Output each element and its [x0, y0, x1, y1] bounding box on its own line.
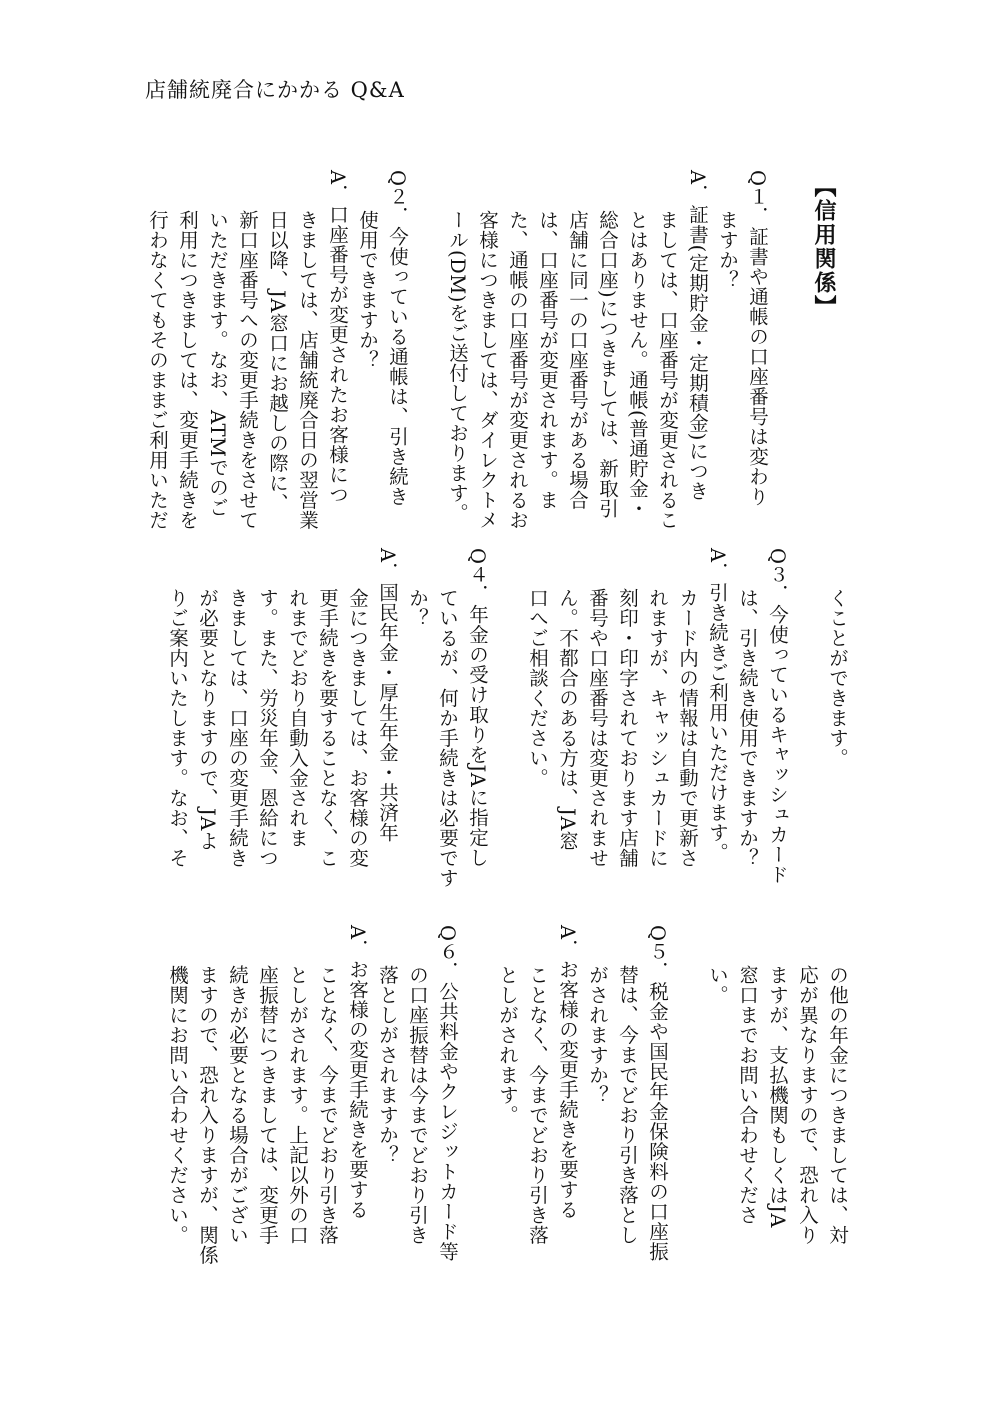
text-line: Q６．公共料金やクレジットカード等	[436, 925, 459, 1262]
page-title: 店舗統廃合にかかる Q&A	[145, 78, 405, 102]
upper-text-block	[142, 170, 772, 530]
text-line: の他の年金につきましては、対	[826, 925, 849, 1245]
text-line	[412, 170, 442, 530]
text-line: A．引き続きご利用いただけます。	[706, 548, 729, 863]
text-line: す。また、労災年金、恩給につ	[256, 548, 279, 868]
text-line: きましては、店舗統廃合日の翌営業	[296, 170, 319, 530]
text-line: 窓口までお問い合わせくださ	[736, 925, 759, 1225]
text-line: A．お客様の変更手続きを要する	[556, 925, 579, 1220]
text-line: 日以降、JA窓口にお越しの際に、	[266, 170, 289, 513]
text-line: 使用できますか？	[356, 170, 379, 370]
text-line: 口へご相談ください。	[526, 548, 549, 788]
text-line: 金につきましては、お客様の変	[346, 548, 369, 868]
text-line: カード内の情報は自動で更新さ	[676, 548, 699, 868]
text-line: 総合口座)につきましては、新取引	[596, 170, 619, 519]
text-line: 替は、今までどおり引き落とし	[616, 925, 639, 1245]
text-line: が必要となりますので、JAよ	[196, 548, 219, 851]
text-line: 落としがされますか？	[376, 925, 399, 1165]
text-line	[492, 548, 522, 888]
text-line: か？	[406, 548, 429, 628]
text-line: Q２．今使っている通帳は、引き続き	[386, 170, 409, 507]
text-line: ますか？	[716, 170, 739, 290]
text-line: ことなく、今までどおり引き落	[316, 925, 339, 1245]
text-line: ますが、支払機関もしくはJA	[766, 925, 789, 1228]
text-line: 機関にお問い合わせください。	[166, 925, 189, 1245]
text-line: は、引き続き使用できますか？	[736, 548, 759, 868]
text-line: の口座振替は今までどおり引き	[406, 925, 429, 1245]
text-line: りご案内いたします。なお、そ	[166, 548, 189, 868]
text-line: 更手続きを要することなく、こ	[316, 548, 339, 868]
text-line: ますので、恐れ入りますが、関係	[196, 925, 219, 1265]
text-line: A．口座番号が変更されたお客様につ	[326, 170, 349, 505]
text-line: は、口座番号が変更されます。ま	[536, 170, 559, 510]
text-line: 番号や口座番号は変更されませ	[586, 548, 609, 868]
text-line: れますが、キャッシュカードに	[646, 548, 669, 868]
text-line: Q４．年金の受け取りをJAに指定し	[466, 548, 489, 868]
text-line: 新口座番号への変更手続きをさせて	[236, 170, 259, 530]
text-line: Q３．今使っているキャッシュカード	[766, 548, 789, 885]
text-line: Q１．証書や通帳の口座番号は変わり	[746, 170, 769, 507]
text-line	[462, 925, 492, 1255]
text-line: A．証書(定期貯金・定期積金)につき	[686, 170, 709, 501]
text-line: 座振替につきましては、変更手	[256, 925, 279, 1245]
text-line: 店舗に同一の口座番号がある場合	[566, 170, 589, 510]
text-line: ているが、何か手続きは必要です	[436, 548, 459, 888]
text-line: 利用につきましては、変更手続きを	[176, 170, 199, 530]
text-line: 行わなくてもそのままご利用いただ	[146, 170, 169, 530]
text-line: Q５．税金や国民年金保険料の口座振	[646, 925, 669, 1262]
text-line: としがされます。上記以外の口	[286, 925, 309, 1245]
text-line: ール(DM)をご送付しております。	[446, 170, 469, 523]
text-line: れまでどおり自動入金されま	[286, 548, 309, 848]
text-line: がされますか？	[586, 925, 609, 1105]
text-line: ましては、口座番号が変更されるこ	[656, 170, 679, 530]
section-heading: 【信用関係】	[811, 175, 836, 319]
text-line: い。	[706, 925, 729, 1005]
text-line: とはありません。通帳(普通貯金・	[626, 170, 649, 519]
lower-text-block	[162, 925, 852, 1265]
text-line: ん。不都合のある方は、JA窓	[556, 548, 579, 851]
middle-text-block	[162, 548, 852, 888]
text-line: 客様につきましては、ダイレクトメ	[476, 170, 499, 530]
text-line: A．国民年金・厚生年金・共済年	[376, 548, 399, 843]
text-line	[672, 925, 702, 1255]
text-line	[792, 548, 822, 888]
text-line: 刻印・印字されております店舗	[616, 548, 639, 868]
text-line: きましては、口座の変更手続き	[226, 548, 249, 868]
text-line: た、通帳の口座番号が変更されるお	[506, 170, 529, 530]
text-line: いただきます。なお、ATMでのご	[206, 170, 229, 518]
text-line: ことなく、今までどおり引き落	[526, 925, 549, 1245]
text-line: 続きが必要となる場合がござい	[226, 925, 249, 1245]
text-line: くことができます。	[826, 548, 849, 768]
text-line: A．お客様の変更手続きを要する	[346, 925, 369, 1220]
text-line: 応が異なりますので、恐れ入り	[796, 925, 819, 1245]
text-line: としがされます。	[496, 925, 519, 1125]
